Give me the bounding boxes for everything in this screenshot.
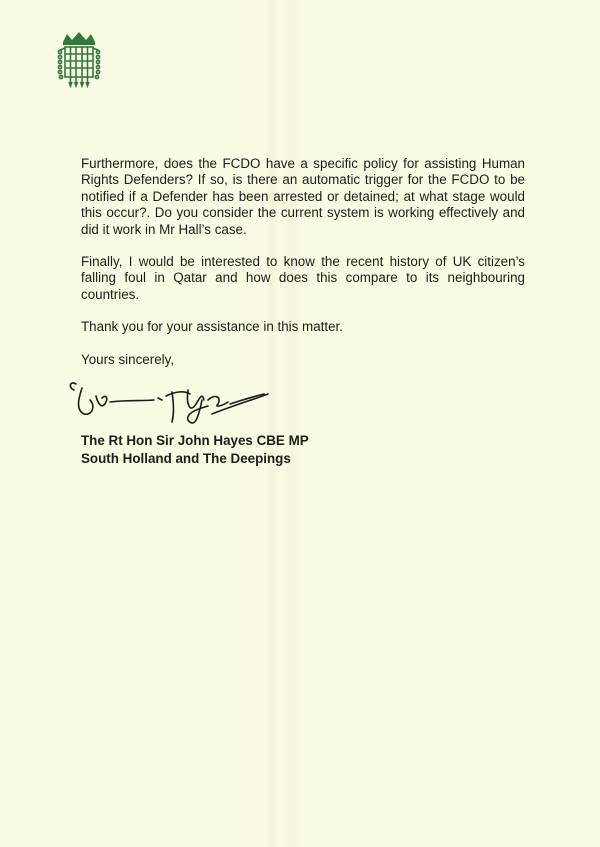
handwritten-signature: [62, 370, 272, 430]
closing-salutation: Yours sincerely,: [81, 351, 175, 367]
portcullis-icon: [54, 30, 104, 90]
signatory-constituency: South Holland and The Deepings: [81, 451, 291, 466]
paragraph-fcdo-policy: Furthermore, does the FCDO have a specific policy for assisting Human Rights Defenders? If so, is there an automatic trigger for the FCDO to be notified if a Defender has been arrested or detained; at what stage would this occur?. Do you consider the current system is working effectively and did it work in Mr Hall’s case.: [81, 156, 525, 237]
paragraph-thanks: Thank you for your assistance in this matter.: [81, 319, 343, 335]
letter-body: [81, 156, 525, 384]
signature-block: [81, 432, 309, 468]
paragraph-qatar-history: Finally, I would be interested to know the recent history of UK citizen’s falling foul in Qatar and how does this compare to its neighbouring countries.: [81, 254, 525, 302]
signatory-name: The Rt Hon Sir John Hayes CBE MP: [81, 433, 309, 448]
